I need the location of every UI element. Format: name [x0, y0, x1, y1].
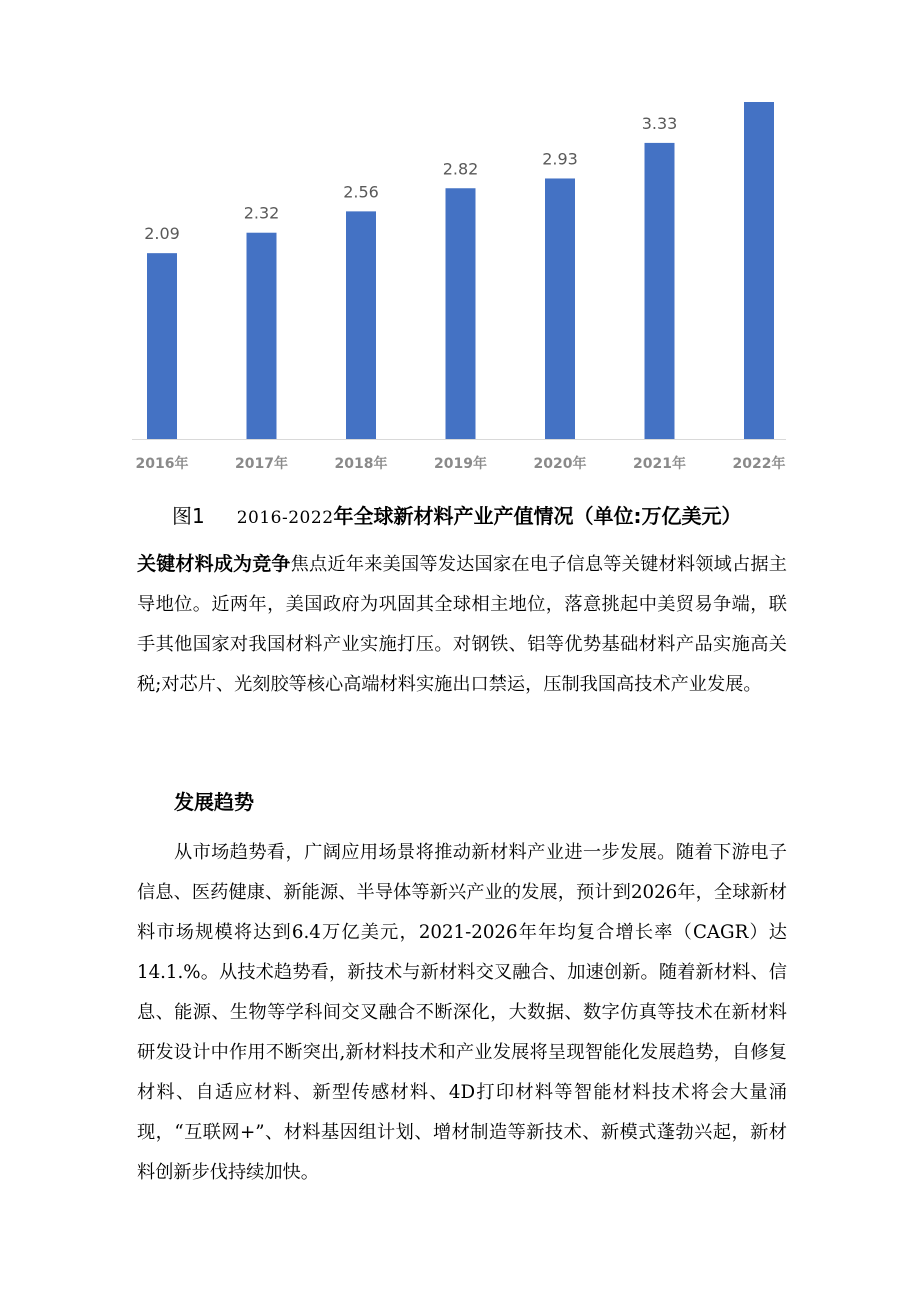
- section-heading: 发展趋势: [174, 790, 254, 814]
- data-label-2018年: 2.56: [343, 182, 379, 202]
- x-tick-label-2020年: 2020年: [533, 456, 587, 472]
- bar-2020年: [545, 178, 575, 439]
- x-tick-label-2018年: 2018年: [334, 456, 388, 472]
- bar-chart: [0, 0, 920, 480]
- bar-2019年: [446, 188, 476, 439]
- paragraph-body: 焦点近年来美国等发达国家在电子信息等关键材料领域占据主导地位。近两年，美国政府为巩固其全球相主地位，落意挑起中美贸易争端，联手其他国家对我国材料产业实施打压。对钢铁、铝等优势基础材料产品实施高关税;对芯片、光刻胶等核心高端材料实施出口禁运，压制我国高技术产业发展。: [137, 554, 787, 695]
- caption-years: 2016-2022: [236, 508, 334, 528]
- x-tick-label-2016年: 2016年: [135, 456, 189, 472]
- paragraph-lead: 关键材料成为竞争: [137, 553, 291, 575]
- paragraph-key-materials: [137, 544, 787, 705]
- bar-2017年: [247, 233, 277, 439]
- caption-text: 年全球新材料产业产值情况（单位:万亿美元）: [333, 504, 742, 528]
- data-label-2021年: 3.33: [641, 113, 678, 133]
- figure-number: 图1: [172, 504, 205, 528]
- x-tick-label-2019年: 2019年: [434, 456, 487, 472]
- x-tick-label-2021年: 2021年: [633, 456, 686, 472]
- data-label-2019年: 2.82: [442, 159, 479, 179]
- paragraph-trends: 从市场趋势看，广阔应用场景将推动新材料产业进一步发展。随着下游电子信息、医药健康、新能源、半导体等新兴产业的发展，预计到2026年，全球新材料市场规模将达到6.4万亿美元，2021-2026年年均复合增长率（CAGR）达14.1.%。从技术趋势看，新技术与新材料交叉融合、加速创新。随着新材料、信息、能源、生物等学科间交叉融合不断深化，大数据、数字仿真等技术在新材料研发设计中作用不断突出,新材料技术和产业发展将呈现智能化发展趋势，自修复材料、自适应材料、新型传感材料、4D打印材料等智能材料技术将会大量涌现，“互联网+”、材料基因组计划、增材制造等新技术、新模式蓬勃兴起，新材料创新步伐持续加快。: [137, 842, 787, 1183]
- bar-2022年: [744, 102, 774, 439]
- bar-2021年: [645, 143, 675, 439]
- data-label-2020年: 2.93: [542, 149, 578, 169]
- x-tick-label-2022年: 2022年: [732, 456, 786, 472]
- figure-caption: [172, 500, 872, 529]
- data-label-2017年: 2.32: [243, 203, 280, 223]
- bar-2018年: [346, 211, 376, 439]
- x-tick-label-2017年: 2017年: [235, 456, 288, 472]
- data-label-2016年: 2.09: [144, 224, 180, 244]
- bar-2016年: [147, 253, 177, 439]
